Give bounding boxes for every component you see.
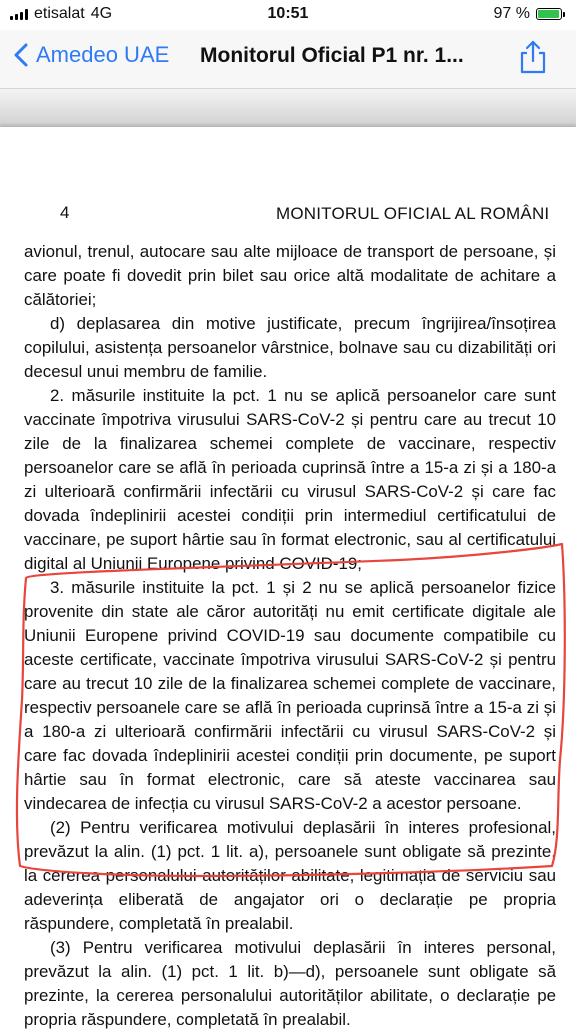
page-gap xyxy=(0,89,576,127)
back-button[interactable] xyxy=(14,42,169,68)
chevron-left-icon xyxy=(14,43,28,67)
paragraph: d) deplasarea din motive justificate, precum îngrijirea/însoțirea copilului, asistența persoanelor vârstnice, bolnave sau cu dizabilități ori decesul unui membru de familie. xyxy=(24,314,556,381)
battery-icon xyxy=(536,8,562,20)
battery-group xyxy=(494,5,562,23)
network-type: 4G xyxy=(90,5,113,22)
back-label: Amedeo UAE xyxy=(36,42,170,67)
page-number: 4 xyxy=(60,203,70,222)
paragraph: (3) Pentru verificarea motivului deplasării în interes personal, prevăzut la alin. (1) pct. 1 lit. b)—d), persoanele sunt obligate să prezinte, la cererea personalului autorităților abilitate, o declarație pe propria răspundere, completată în prealabil. xyxy=(24,938,556,1029)
clock: 10:51 xyxy=(267,5,309,22)
page-header: MONITORUL OFICIAL AL ROMÂNI xyxy=(276,204,550,223)
paragraph-highlighted: 3. măsurile instituite la pct. 1 și 2 nu se aplică persoanelor fizice provenite din state ale căror autorități nu emit certificate digitale ale Uniunii Europene privind COVID-19 sau documente compatibile cu aceste certificate, vaccinate împotriva virusului SARS-CoV-2 și pentru care au trecut 10 zile de la finalizarea schemei complete de vaccinare, respectiv persoanele care se află în perioada cuprinsă între a 15-a zi și a 180-a zi ulterioară confirmării infectării cu virusul SARS-CoV-2 și care fac dovada îndeplinirii acestei condiții prin documente, pe suport hârtie sau în format electronic, care să ateste vaccinarea sau vindecarea de infecția cu virusul SARS-CoV-2 a acestor persoane. xyxy=(24,578,556,813)
paragraph: avionul, trenul, autocare sau alte mijloace de transport de persoane, și care poate fi dovedit prin bilet sau orice altă modalitate de achitare a călătoriei; xyxy=(24,242,556,309)
carrier-name: etisalat xyxy=(34,5,85,22)
navigation-bar xyxy=(0,30,576,89)
battery-percent: 97 % xyxy=(493,5,530,22)
share-icon[interactable] xyxy=(518,40,548,74)
paragraph: (2) Pentru verificarea motivului deplasării în interes profesional, prevăzut la alin. (1) pct. 1 lit. a), persoanele sunt obligate să prezinte, la cererea personalului autorităților abilitate, legitimația de serviciu sau adeverința eliberată de angajator ori o declarație pe propria răspundere, completată în prealabil. xyxy=(24,818,556,933)
status-bar xyxy=(0,0,576,30)
document-body xyxy=(24,240,556,1032)
document-title: Monitorul Oficial P1 nr. 1... xyxy=(200,44,464,67)
paragraph: 2. măsurile instituite la pct. 1 nu se aplică persoanelor care sunt vaccinate împotriva virusului SARS-CoV-2 și pentru care au trecut 10 zile de la finalizarea schemei complete de vaccinare, respectiv persoanelor care se află în perioada cuprinsă între a 15-a zi și a 180-a zi ulterioară confirmării infectării cu virusul SARS-CoV-2 și care fac dovada îndeplinirii acestei condiții prin intermediul certificatului de vaccinare, pe suport hârtie sau în format electronic, sau al certificatului digital al Uniunii Europene privind COVID-19; xyxy=(24,386,556,573)
